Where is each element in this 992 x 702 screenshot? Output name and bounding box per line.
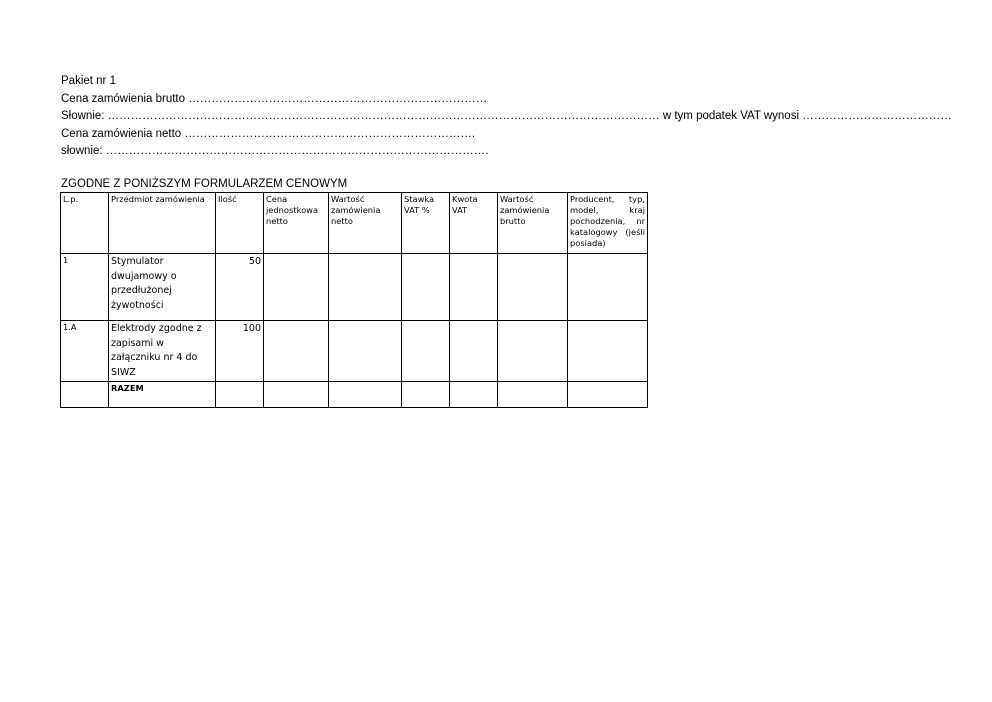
cell-total-unit-net-price[interactable] xyxy=(264,382,329,408)
cell-net-value[interactable] xyxy=(329,254,402,321)
cell-unit-net-price[interactable] xyxy=(264,321,329,382)
cell-vat-amount[interactable] xyxy=(450,254,498,321)
net-price-in-words-line: słownie: ………………………………………………………………………………………. xyxy=(61,145,489,157)
gross-price-line: Cena zamówienia brutto …………………………………………………………………… xyxy=(61,92,488,105)
cell-gross-value[interactable] xyxy=(498,254,568,321)
cell-total-producer[interactable] xyxy=(568,382,648,408)
column-header-gross-value: Wartość zamówienia brutto xyxy=(498,193,568,254)
gross-price-in-words-line: Słownie: ……………………………………………………………………………………………………………………………… w tym podatek VAT wynosi ………………………………… xyxy=(61,110,952,122)
cell-item: Stymulator dwujamowy o przedłużonej żywotności xyxy=(109,254,216,321)
cell-lp: 1 xyxy=(61,254,109,321)
package-number: Pakiet nr 1 xyxy=(61,75,116,87)
cell-quantity: 50 xyxy=(216,254,264,321)
cell-producer[interactable] xyxy=(568,254,648,321)
total-label: RAZEM xyxy=(109,382,216,408)
cell-unit-net-price[interactable] xyxy=(264,254,329,321)
cell-empty xyxy=(61,382,109,408)
cell-lp: 1.A xyxy=(61,321,109,382)
cell-gross-value[interactable] xyxy=(498,321,568,382)
cell-total-net-value[interactable] xyxy=(329,382,402,408)
cell-item: Elektrody zgodne z zapisami w załączniku nr 4 do SIWZ xyxy=(109,321,216,382)
table-header-row xyxy=(61,193,648,254)
cell-vat-rate[interactable] xyxy=(402,254,450,321)
total-row xyxy=(61,382,648,408)
cell-producer[interactable] xyxy=(568,321,648,382)
price-form-table xyxy=(60,192,648,408)
column-header-net-value: Wartość zamówienia netto xyxy=(329,193,402,254)
table-row xyxy=(61,254,648,321)
column-header-producer: Producent, typ, model, kraj pochodzenia, nr katalogowy (jeśli posiada) xyxy=(568,193,648,254)
order-summary-header xyxy=(61,73,952,161)
net-price-line: Cena zamówienia netto …………………………………………………………………. xyxy=(61,127,476,140)
cell-total-quantity[interactable] xyxy=(216,382,264,408)
price-form-title: ZGODNE Z PONIŻSZYM FORMULARZEM CENOWYM xyxy=(61,178,348,190)
cell-net-value[interactable] xyxy=(329,321,402,382)
column-header-item: Przedmiot zamówienia xyxy=(109,193,216,254)
cell-vat-amount[interactable] xyxy=(450,321,498,382)
column-header-lp: L.p. xyxy=(61,193,109,254)
column-header-vat-rate: Stawka VAT % xyxy=(402,193,450,254)
cell-total-vat-amount[interactable] xyxy=(450,382,498,408)
table-row xyxy=(61,321,648,382)
cell-vat-rate[interactable] xyxy=(402,321,450,382)
column-header-unit-net-price: Cena jednostkowa netto xyxy=(264,193,329,254)
cell-total-vat-rate[interactable] xyxy=(402,382,450,408)
column-header-vat-amount: Kwota VAT xyxy=(450,193,498,254)
cell-quantity: 100 xyxy=(216,321,264,382)
column-header-quantity: Ilość xyxy=(216,193,264,254)
cell-total-gross-value[interactable] xyxy=(498,382,568,408)
